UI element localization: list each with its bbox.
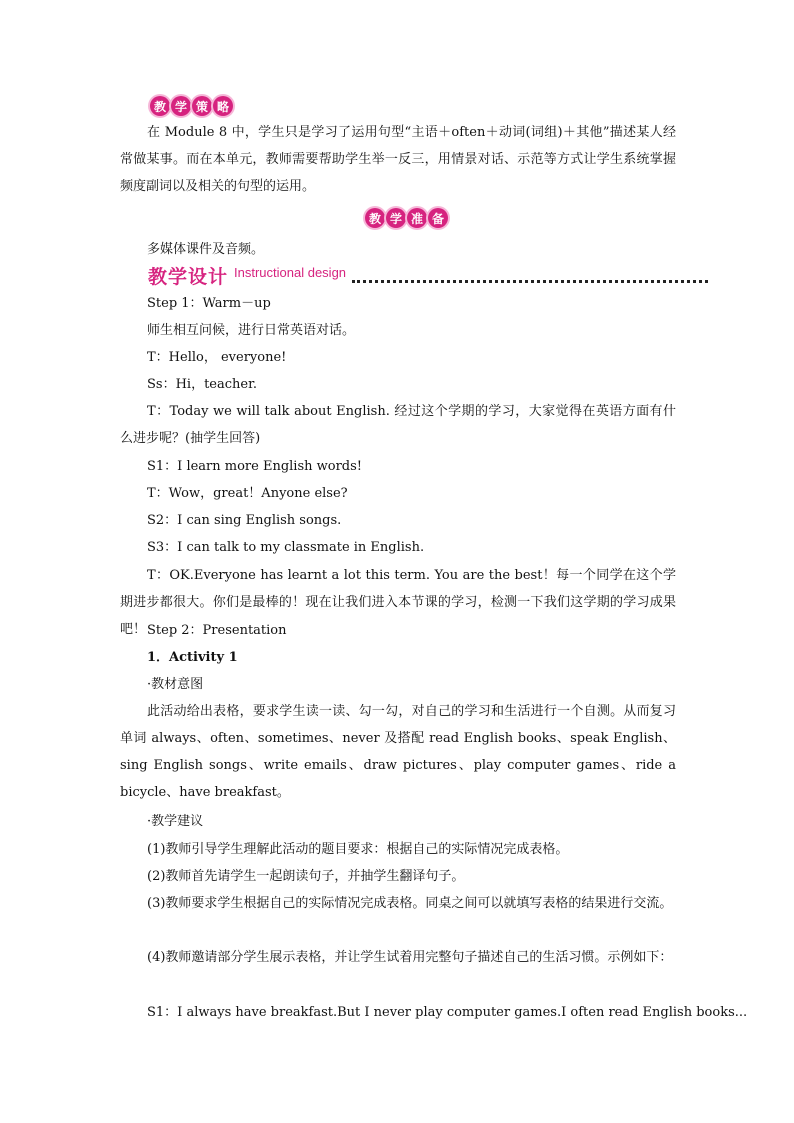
design-heading (148, 262, 708, 289)
intent-paragraph: 此活动给出表格，要求学生读一读、勾一勾，对自己的学习和生活进行一个自测。从而复习单词 always、often、sometimes、never 及搭配 read English books、speak English、sing English songs、write emails、draw pictures、play computer games、ride a bicycle、have breakfast。 (120, 704, 676, 800)
badge-char: 学 (386, 208, 406, 228)
advice-item: (2)教师首先请学生一起朗读句子，并抽学生翻译句子。 (147, 869, 465, 884)
dialogue-line: S2：I can sing English songs. (147, 513, 342, 528)
intent-label: ·教材意图 (147, 677, 204, 692)
badge-char: 备 (428, 208, 448, 228)
step2-heading: Step 2：Presentation (147, 623, 287, 638)
step1-heading: Step 1：Warm－up (147, 296, 271, 311)
advice-label: ·教学建议 (147, 814, 204, 829)
badge-char: 略 (213, 96, 233, 116)
dialogue-line: T：Today we will talk about English. 经过这个学期的学习，大家觉得在英语方面有什么进步呢？(抽学生回答) (120, 404, 676, 446)
preparation-text: 多媒体课件及音频。 (147, 242, 265, 257)
advice-item: (1)教师引导学生理解此活动的题目要求：根据自己的实际情况完成表格。 (147, 842, 569, 857)
advice-item: (4)教师邀请部分学生展示表格，并让学生试着用完整句子描述自己的生活习惯。示例如下： (147, 950, 673, 965)
badge-char: 准 (407, 208, 427, 228)
dotted-divider (352, 272, 708, 283)
badge-char: 教 (365, 208, 385, 228)
design-title-cn: 教学设计 (148, 266, 229, 288)
dialogue-line: S1：I learn more English words! (147, 459, 363, 474)
dialogue-line: T：Hello， everyone! (147, 350, 287, 365)
design-title-en: Instructional design (234, 265, 347, 280)
badge-char: 学 (171, 96, 191, 116)
advice-item: (3)教师要求学生根据自己的实际情况完成表格。同桌之间可以就填写表格的结果进行交流。 (147, 896, 673, 911)
dialogue-line: T：Wow，great！Anyone else? (147, 486, 348, 501)
activity-heading: 1．Activity 1 (147, 650, 238, 665)
dialogue-line: T：OK.Everyone has learnt a lot this term. You are the best！每一个同学在这个学期进步都很大。你们是最棒的！现在让我们进入本节课的学习，检测一下我们这学期的学习成果吧！ (120, 568, 676, 637)
badge-char: 策 (192, 96, 212, 116)
badge-char: 教 (150, 96, 170, 116)
strategy-badge (150, 96, 233, 116)
dialogue-line: Ss：Hi，teacher. (147, 377, 258, 392)
dialogue-line: S1：I always have breakfast.But I never play computer games.I often read English books... (147, 1005, 748, 1020)
preparation-badge (365, 208, 448, 228)
dialogue-line: S3：I can talk to my classmate in English. (147, 540, 425, 555)
strategy-paragraph: 在 Module 8 中，学生只是学习了运用句型“主语＋often＋动词(词组)＋其他”描述某人经常做某事。而在本单元，教师需要帮助学生举一反三，用情景对话、示范等方式让学生系统掌握频度副词以及相关的句型的运用。 (120, 125, 676, 194)
greet-line: 师生相互问候，进行日常英语对话。 (147, 323, 356, 338)
